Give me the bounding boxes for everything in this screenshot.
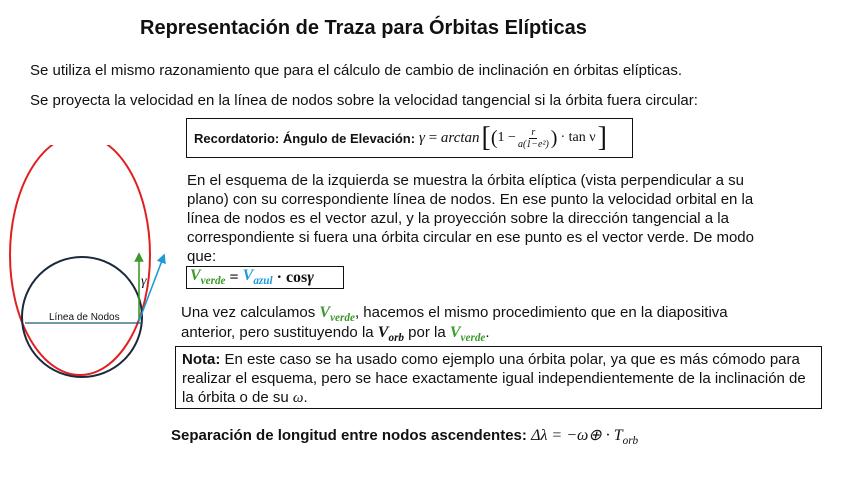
reminder-eq: = [424,129,441,146]
formula-eq: = [225,268,243,286]
once-v-orb-symbol: V [377,324,389,341]
v-azul [243,267,273,287]
v-verde-symbol: V [190,267,201,285]
separation-formula-sub: orb [622,435,639,448]
reminder-func: arctan [440,129,480,146]
reminder-fraction [518,127,549,150]
v-azul-sub: azul [253,275,273,288]
fraction-denominator: a(1−e²) [517,138,549,150]
once-line-1-b: , hacemos el mismo procedimiento que en la diapositiva [354,304,728,321]
blue-vector [139,258,163,321]
formula-tail: · cos [272,268,308,286]
bracket-open: [ [481,122,491,153]
v-verde-sub: verde [200,275,226,288]
once-v-orb-sub: orb [388,332,405,345]
note-text: En este caso se ha usado como ejemplo una órbita polar, ya que es más cómodo para realizar el esquema, pero se hace exactamente igual independientemente de la inclinación de la órbita o de su [182,351,806,406]
once-v-verde-2-sub: verde [460,332,486,345]
intro-line-1: Se utiliza el mismo razonamiento que para el cálculo de cambio de inclinación en órbitas elípticas. [30,62,683,79]
reminder-one-minus: 1 − [497,130,516,145]
intro-line-2: Se proyecta la velocidad en la línea de nodos sobre la velocidad tangencial si la órbita fuera circular: [30,92,698,109]
once-v-verde [319,304,355,325]
note-label: Nota: [182,351,221,368]
separation-line [171,425,638,447]
paren-open: ( [490,127,498,149]
separation-label: Separación de longitud entre nodos ascendentes: [171,427,527,444]
reminder-tail: · tan ν [560,130,596,145]
fraction-numerator: r [531,126,536,138]
formula-box [186,266,344,289]
v-verde [190,267,226,287]
once-line-2-a: anterior, pero sustituyendo la [181,324,378,341]
reminder-gamma: γ [419,129,425,146]
once-v-verde-2-symbol: V [449,324,461,341]
formula-gamma: γ [307,268,314,286]
gamma-label: γ [141,274,147,289]
page-title: Representación de Traza para Órbitas Elípticas [140,17,587,39]
separation-formula [531,427,639,448]
v-azul-symbol: V [242,267,254,285]
reminder-label: Recordatorio: Ángulo de Elevación: [194,130,416,146]
note-box [175,346,822,409]
once-line-2-b: por la [404,324,450,341]
once-v-verde-2 [449,324,486,345]
orbit-diagram [0,145,180,385]
node-line-label: Línea de Nodos [49,312,120,323]
bracket-close: ] [597,122,607,153]
paren-close: ) [550,127,558,149]
description-paragraph: En el esquema de la izquierda se muestra la órbita elíptica (vista perpendicular a su plano) con su correspondiente línea de nodos. En ese punto la velocidad orbital en la línea de nodos es el vector azul, y la proyección sobre la dirección tangencial a la correspondiente si fuera una órbita circular en ese punto es el vector verde. De modo que: [187,172,754,265]
once-period: . [485,324,490,341]
separation-formula-main: Δλ = −ω⊕ · T [531,427,623,444]
once-v-verde-symbol: V [319,304,331,321]
note-period: . [303,389,308,406]
once-line-1-a: Una vez calculamos [181,304,320,321]
once-line-2 [181,323,490,348]
note-omega: ω [292,390,304,406]
elliptical-orbit [10,145,150,375]
once-v-verde-sub: verde [330,312,355,325]
once-v-orb [377,324,405,345]
reminder-box [186,118,633,158]
